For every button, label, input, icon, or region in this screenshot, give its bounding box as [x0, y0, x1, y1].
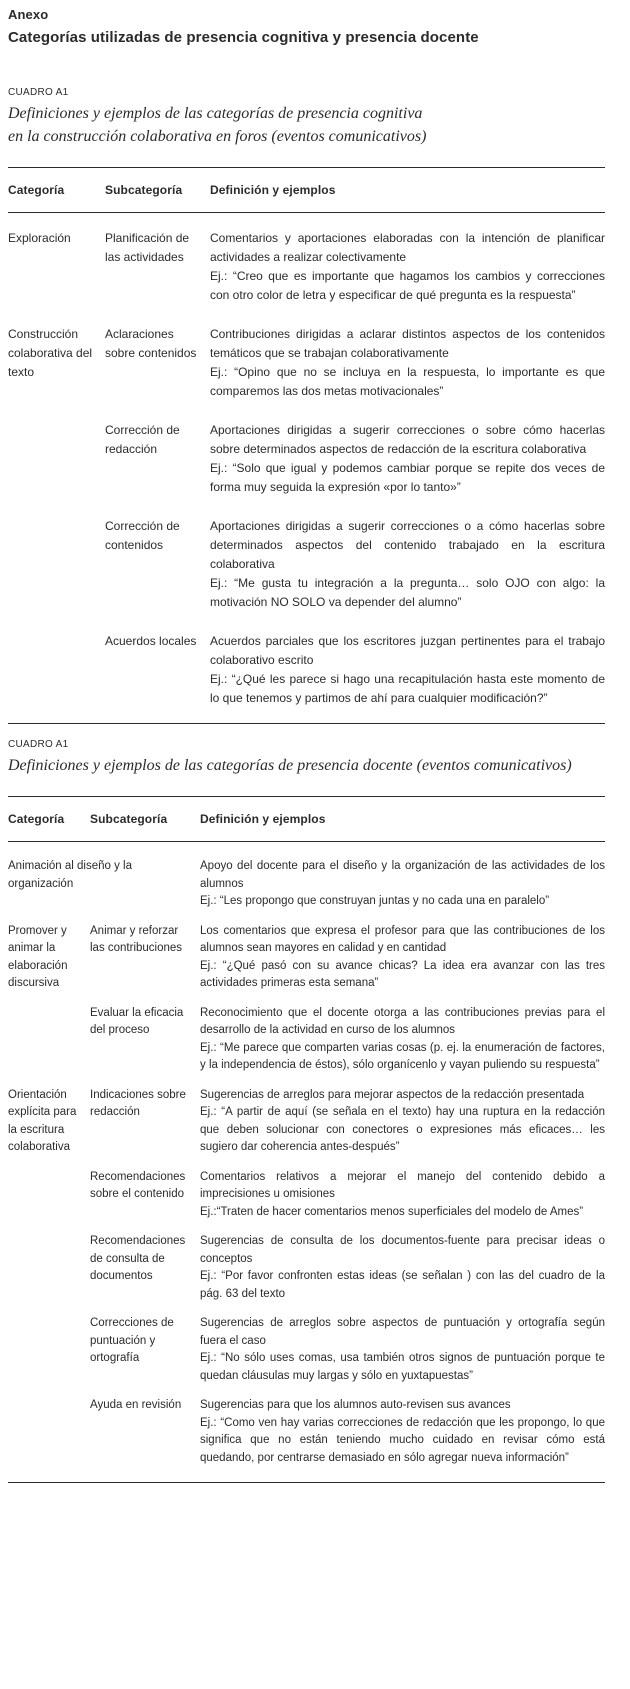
example-text: Ej.: “Por favor confronten estas ideas (se señalan ) con las del cuadro de la pág. 63 del texto: [200, 1270, 605, 1300]
table-header-row: [8, 168, 605, 212]
category-cell: Animación al diseño y la organización: [8, 860, 133, 890]
definition-cell: [200, 1315, 605, 1385]
table-caption-line: Definiciones y ejemplos de las categorías de presencia cognitiva: [8, 105, 423, 122]
definition-text: Contribuciones dirigidas a aclarar distintos aspectos de los contenidos temáticos que se trabajan colaborativamente: [210, 327, 605, 360]
column-header-definicion: Definición y ejemplos: [200, 812, 326, 826]
category-cell: [8, 1169, 90, 1222]
example-text: Ej.: “¿Qué les parece si hago una recapitulación hasta este momento de lo que tenemos y partimos de ahí para cualquier modificación?”: [210, 672, 605, 705]
column-header-categoria: Categoría: [8, 812, 65, 826]
table-row: [8, 1315, 605, 1385]
subcategory-cell: Corrección de redacción: [105, 423, 180, 456]
table-row: [8, 1005, 605, 1075]
category-cell: [8, 1233, 90, 1303]
definition-text: Reconocimiento que el docente otorga a las contribuciones previas para el desarrollo de la actividad en curso de los alumnos: [200, 1006, 605, 1036]
definition-cell: [200, 1005, 605, 1075]
subcategory-cell: Planificación de las actividades: [105, 231, 190, 264]
table-bottom-rule: [8, 1482, 605, 1483]
definition-cell: [210, 325, 605, 401]
table-header-row: [8, 797, 605, 841]
table-caption-line: Definiciones y ejemplos de las categorías de presencia docente (eventos comunicativos): [8, 757, 572, 774]
definition-cell: [200, 923, 605, 993]
definition-text: Sugerencias para que los alumnos auto-revisen sus avances: [200, 1399, 511, 1411]
example-text: Ej.: “Opino que no se incluya en la respuesta, lo importante es que comparemos las dos metas motivacionales”: [210, 365, 605, 398]
definition-cell: [200, 858, 605, 911]
category-cell: Construcción colaborativa del texto: [8, 327, 93, 379]
definition-text: Sugerencias de consulta de los documentos-fuente para precisar ideas o conceptos: [200, 1235, 605, 1265]
table-row: [8, 325, 605, 401]
example-text: Ej.: “Me gusta tu integración a la pregunta… solo OJO con algo: la motivación NO SOLO va depender del alumno”: [210, 576, 605, 609]
definition-cell: [200, 1087, 605, 1157]
subcategory-cell: Recomendaciones de consulta de documentos: [90, 1235, 186, 1282]
table-caption: [8, 754, 605, 777]
annex-heading: Anexo: [8, 7, 49, 22]
table-body: [8, 229, 605, 723]
table-row: [8, 1397, 605, 1467]
category-cell: [8, 421, 105, 497]
table-row: [8, 517, 605, 612]
definition-cell: [200, 1169, 605, 1222]
definition-cell: [200, 1397, 605, 1467]
example-text: Ej.: “Me parece que comparten varias cosas (p. ej. la enumeración de factores, y la independencia de éstos), sólo organícenlo y vayan puliendo su respuesta”: [200, 1041, 605, 1071]
cuadro-a1-teaching-table: [8, 738, 605, 1483]
table-row: [8, 632, 605, 708]
example-text: Ej.: “¿Qué pasó con su avance chicas? La idea era avanzar con las tres actividades primeras esta semana”: [200, 959, 605, 989]
table-row: [8, 1087, 605, 1157]
table-caption: [8, 102, 605, 148]
table-row: [8, 1233, 605, 1303]
table-bottom-rule: [8, 723, 605, 724]
page-title: Categorías utilizadas de presencia cognitiva y presencia docente: [8, 29, 479, 46]
category-cell: [8, 1315, 90, 1385]
cuadro-a1-cognitive-table: [8, 86, 605, 724]
subcategory-cell: Ayuda en revisión: [90, 1399, 182, 1411]
example-text: Ej.: “Creo que es importante que hagamos los cambios y correcciones con otro color de letra y especificar de qué pregunta es la respuesta”: [210, 269, 605, 302]
table-caption-line: en la construcción colaborativa en foros (eventos comunicativos): [8, 128, 427, 145]
table-label: CUADRO A1: [8, 87, 69, 98]
definition-text: Comentarios y aportaciones elaboradas con la intención de planificar actividades a realizar colectivamente: [210, 231, 605, 264]
definition-text: Sugerencias de arreglos sobre aspectos de puntuación y ortografía según fuera el caso: [200, 1317, 605, 1347]
definition-cell: [210, 421, 605, 497]
table-row: [8, 1169, 605, 1222]
category-cell: Promover y animar la elaboración discursiva: [8, 924, 68, 989]
example-text: Ej.: “Solo que igual y podemos cambiar porque se repite dos veces de forma muy seguida la expresión «por lo tanto»”: [210, 461, 605, 494]
subcategory-cell: Aclaraciones sobre contenidos: [105, 327, 197, 360]
definition-text: Comentarios relativos a mejorar el manejo del contenido debido a imprecisiones u omisiones: [200, 1170, 605, 1200]
definition-cell: [200, 1233, 605, 1303]
subcategory-cell: Acuerdos locales: [105, 634, 197, 648]
subcategory-cell: Evaluar la eficacia del proceso: [90, 1006, 184, 1036]
definition-cell: [210, 632, 605, 708]
subcategory-cell: Animar y reforzar las contribuciones: [90, 924, 183, 954]
column-header-categoria: Categoría: [8, 183, 65, 197]
definition-cell: [210, 517, 605, 612]
example-text: Ej.: “No sólo uses comas, usa también otros signos de puntuación porque te quedan cláusulas muy largas y sólo en yuxtapuestas”: [200, 1352, 605, 1382]
column-header-subcategoria: Subcategoría: [105, 183, 183, 197]
subcategory-cell: Indicaciones sobre redacción: [90, 1088, 186, 1118]
table-header-rule: [8, 212, 605, 213]
table-header-rule: [8, 841, 605, 842]
subcategory-cell: Corrección de contenidos: [105, 519, 180, 552]
category-cell: [8, 517, 105, 612]
category-cell: [8, 632, 105, 708]
example-text: Ej.:“Traten de hacer comentarios menos superficiales del modelo de Ames”: [200, 1205, 584, 1218]
category-cell: Orientación explícita para la escritura colaborativa: [8, 1088, 77, 1153]
definition-cell: [210, 229, 605, 305]
subcategory-cell: Recomendaciones sobre el contenido: [90, 1170, 186, 1200]
category-cell: Exploración: [8, 231, 71, 245]
definition-text: Aportaciones dirigidas a sugerir correcciones o sobre cómo hacerlas sobre determinados aspectos de redacción de la escritura colaborativa: [210, 423, 605, 456]
example-text: Ej.: “A partir de aquí (se señala en el texto) hay una ruptura en la redacción que deben solucionar con conectores o expresiones más eficaces… les sugiero dar coherencia antes-después”: [200, 1106, 605, 1153]
table-body: [8, 858, 605, 1482]
table-row: [8, 229, 605, 305]
definition-text: Acuerdos parciales que los escritores juzgan pertinentes para el trabajo colaborativo escrito: [210, 634, 605, 667]
definition-text: Apoyo del docente para el diseño y la organización de las actividades de los alumnos: [200, 860, 605, 890]
subcategory-cell: Correcciones de puntuación y ortografía: [90, 1317, 174, 1364]
table-row: [8, 923, 605, 993]
example-text: Ej.: “Les propongo que construyan juntas y no cada una en paralelo”: [200, 895, 550, 907]
definition-text: Los comentarios que expresa el profesor para que las contribuciones de los alumnos sean mayores en calidad y en cantidad: [200, 924, 605, 954]
definition-text: Aportaciones dirigidas a sugerir correcciones o a cómo hacerlas sobre determinados aspectos del contenido trabajado en la escritura colaborativa: [210, 519, 605, 571]
column-header-subcategoria: Subcategoría: [90, 812, 168, 826]
definition-text: Sugerencias de arreglos para mejorar aspectos de la redacción presentada: [200, 1088, 585, 1101]
category-cell: [8, 1005, 90, 1075]
table-label: CUADRO A1: [8, 739, 69, 750]
column-header-definicion: Definición y ejemplos: [210, 183, 336, 197]
example-text: Ej.: “Como ven hay varias correcciones de redacción que les propongo, lo que significa que no están teniendo mucho cuidado en revisar cómo está quedando, por centrarse demasiado en sólo agregar nueva información”: [200, 1416, 605, 1464]
category-cell: [8, 1397, 90, 1467]
table-row: [8, 858, 605, 911]
table-row: [8, 421, 605, 497]
